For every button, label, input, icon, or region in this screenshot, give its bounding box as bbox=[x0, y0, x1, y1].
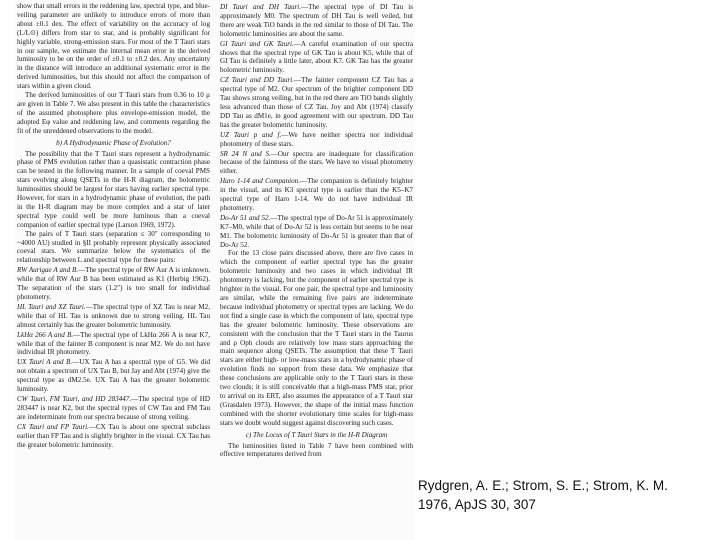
subsection-body: The spectral type of Do-Ar 51 is approximately K7–M0, while that of Do-Ar 52 is less certain but seems to be near M1. The bolometric luminosity of Do-Ar 51 is greater than that of Do-Ar 52. bbox=[220, 213, 413, 249]
subsection-lead: SR 24 N and S. bbox=[220, 149, 271, 158]
subsection-paragraph: HL Tauri and XZ Tauri.—The spectral type of XZ Tau is near M2, while that of HL Tau is unknown due to strong veiling. HL Tau almost certainly has the greater bolometric luminosity. bbox=[17, 302, 210, 329]
subsection-body: The fainter component CZ Tau has a spectral type of M2. Our spectrum of the brighter component DD Tau shows strong veiling, but in the red there are TiO bands slightly less advanced than those of CZ Tau. Joy and Abt (1974) classify DD Tau as dM1e, in good agreement with our spectrum. DD Tau has the greater bolometric luminosity. bbox=[220, 76, 414, 129]
subsection-body: The spectral type of LkHα 266 A is near K7, while that of the fainter B component is near M2. We do not have individual IR photometry. bbox=[17, 330, 210, 357]
subsection-paragraph: CW Tauri, FM Tauri, and HD 283447.—The spectral type of HD 283447 is near K2, but the spectral types of CW Tau and FM Tau are indeterminate from our spectra because of strong veiling. bbox=[17, 394, 210, 421]
subsection-paragraph: CX Tauri and FP Tauri.—CX Tau is about one spectral subclass earlier than FP Tau and is slightly brighter in the visual. CX Tau has the greater bolometric luminosity. bbox=[17, 422, 210, 449]
subsection-lead: UX Tauri A and B. bbox=[17, 358, 73, 367]
subsection-body: The spectral type of XZ Tau is near M2, while that of HL Tau is unknown due to strong veiling. HL Tau almost certainly has the greater bolometric luminosity. bbox=[17, 302, 210, 329]
subsection-lead: CX Tauri and FP Tauri. bbox=[17, 422, 89, 431]
body-paragraph: The derived luminosities of our T Tauri stars from 0.36 to 10 μ are given in Table 7. We also present in this table the characteristics of the assumed photosphere plus envelope-emission model, the adopted Eφ value and reddening law, and comments regarding the fit of the unreddened observations to the model. bbox=[17, 91, 210, 135]
subsection-lead: LkHα 266 A and B. bbox=[17, 330, 74, 339]
subsection-body: We have neither spectra nor individual photometry of these stars. bbox=[220, 130, 413, 148]
right-text-column bbox=[220, 2, 413, 459]
subsection-body: Our spectra are inadequate for classification because of the faintness of the stars. We have no visual photometry either. bbox=[220, 149, 413, 176]
scanned-page bbox=[15, 0, 415, 540]
left-text-column bbox=[17, 2, 210, 449]
subsection-body: A careful examination of our spectra shows that the spectral type of GK Tau is about K5, while that of GI Tau is definitely a little later, about K7. GK Tau has the greater bolometric luminosity. bbox=[220, 39, 413, 75]
subsection-paragraph: Do-Ar 51 and 52.—The spectral type of Do-Ar 51 is approximately K7–M0, while that of Do-Ar 52 is less certain but seems to be near M1. The bolometric luminosity of Do-Ar 51 is greater than that of Do-Ar 52. bbox=[220, 213, 413, 249]
section-heading: c) The Locus of T Tauri Stars in the H-R Diagram bbox=[245, 430, 388, 439]
subsection-paragraph: UX Tauri A and B.—UX Tau A has a spectral type of G5. We did not obtain a spectrum of UX Tau B, but Jay and Abt (1974) give the spectral type as dM2.5e. UX Tau A has the greater bolometric luminosity. bbox=[17, 358, 210, 394]
body-paragraph: The luminosities listed in Table 7 have been combined with effective temperatures derived from bbox=[220, 441, 413, 459]
subsection-paragraph: DI Tauri and DH Tauri.—The spectral type of DI Tau is approximately M0. The spectrum of DH Tau is well veiled, but there are weak TiO bands in the red similar to those of DI Tau. The bolometric luminosities are about the same. bbox=[220, 3, 413, 38]
body-paragraph: For the 13 close pairs discussed above, there are five cases in which the component of earlier spectral type has the greater bolometric luminosity and two cases in which individual IR photometry is lacking, but the component of earlier spectral type is brighter in the visual. For one pair, the spectral type and luminosity are similar, while the remaining five pairs are indeterminate because individual photometry or spectral types are lacking. We do not find a single case in which the component of late, spectral type has the greater bolometric luminosity. These observations are consistent with the conclusion that the T Tauri stars in the Taurus and ρ Oph clouds are relatively low mass stars approaching the main sequence along QSETs. The assumption that these T Tauri stars are either high- or low-mass stars in a hydrodynamic phase of evolution finds no support from these data. We emphasize that these conclusions are applicable only to the T Tauri stars in these two clouds; it is still conceivable that a high-mass PMS star, prior to arrival on its ERT, also assumes the appearance of a T Tauri star (Grasdalen 1973). However, the shape of the initial mass function combined with the shorter evolutionary time scales for high-mass stars we doubt would suggest against discovering such cases. bbox=[220, 249, 413, 427]
subsection-paragraph: Haro 1-14 and Companion.—The companion is definitely brighter in the visual, and its K3 spectral type is earlier than the K5–K7 spectral type of Haro 1-14. We do not have individual IR photometry. bbox=[220, 177, 413, 212]
subsection-paragraph: GI Tauri and GK Tauri.—A careful examination of our spectra shows that the spectral type of GK Tau is about K5, while that of GI Tau is definitely a little later, about K7. GK Tau has the greater bolometric luminosity. bbox=[220, 39, 413, 75]
citation bbox=[418, 476, 718, 514]
subsection-body: The companion is definitely brighter in the visual, and its K3 spectral type is earlier than the K5–K7 spectral type of Haro 1-14. We do not have individual IR photometry. bbox=[220, 177, 413, 212]
subsection-paragraph: RW Aurigae A and B.—The spectral type of RW Aur A is unknown, while that of RW Aur B has been estimated as K1 (Herbig 1962). The separation of the stars (1.2″) is too small for individual photometry. bbox=[17, 266, 210, 301]
body-paragraph: show that small errors in the reddening law, spectral type, and blue-veiling parameter are unlikely to introduce errors of more than about ±0.1 dex. The effect of variability on the accuracy of log (L/L⊙) differs from star to star, and is probably significant for highly variable, strong-emission stars. For most of the T Tauri stars in our sample, we estimate the internal mean error in the derived luminosity to be on the order of ±0.1 to ±0.2 dex. Any uncertainty in the distance will introduce an additional systematic error in the derived luminosities, but this should not affect the comparison of stars within a given cloud. bbox=[17, 2, 210, 91]
subsection-paragraph: UZ Tauri p and f.—We have neither spectra nor individual photometry of these stars. bbox=[220, 130, 413, 148]
subsection-lead: CW Tauri, FM Tauri, and HD 283447. bbox=[17, 394, 132, 403]
subsection-lead: CZ Tauri and DD Tauri. bbox=[220, 76, 295, 85]
subsection-lead: HL Tauri and XZ Tauri. bbox=[17, 302, 86, 311]
subsection-body: CX Tau is about one spectral subclass earlier than FP Tau and is slightly brighter in the visual. CX Tau has the greater bolometric luminosity. bbox=[17, 422, 210, 449]
citation-authors: Rydgren, A. E.; Strom, S. E.; Strom, K. M. bbox=[418, 478, 668, 493]
subsection-lead: UZ Tauri p and f. bbox=[220, 130, 282, 139]
citation-journal: 1976, ApJS 30, 307 bbox=[418, 497, 536, 512]
subsection-lead: DI Tauri and DH Tauri. bbox=[220, 3, 302, 11]
body-paragraph: The pairs of T Tauri stars (separation ≤ 30″ corresponding to ~4000 AU) studied in §II probably represent physically associated coeval stars. We summarize below the systematics of the relationship between L and spectral type for these pairs: bbox=[17, 229, 210, 265]
body-paragraph: The possibility that the T Tauri stars represent a hydrodynamic phase of PMS evolution rather than a quasistatic contraction phase can be tested in the following manner. In a sample of coeval PMS stars evolving along QSETs in the H-R diagram, the bolometric luminosities should be largest for stars having earlier spectral type. However, for stars in a hydrodynamic phase of evolution, the path in the H-R diagram may be more complex and a star of later spectral type could well be more luminous than a coeval companion of earlier spectral type (Larson 1969, 1972). bbox=[17, 149, 210, 229]
subsection-lead: RW Aurigae A and B. bbox=[17, 266, 79, 275]
section-heading: b) A Hydrodynamic Phase of Evolution? bbox=[56, 138, 171, 147]
subsection-body: The spectral type of RW Aur A is unknown, while that of RW Aur B has been estimated as K1 (Herbig 1962). The separation of the stars (1.2″) is too small for individual photometry. bbox=[17, 266, 210, 301]
subsection-lead: Haro 1-14 and Companion. bbox=[220, 177, 300, 186]
subsection-lead: GI Tauri and GK Tauri. bbox=[220, 39, 294, 48]
subsection-body: The spectral type of HD 283447 is near K2, but the spectral types of CW Tau and FM Tau are indeterminate from our spectra because of strong veiling. bbox=[17, 394, 210, 421]
subsection-paragraph: SR 24 N and S.—Our spectra are inadequate for classification because of the faintness of the stars. We have no visual photometry either. bbox=[220, 149, 413, 176]
subsection-paragraph: LkHα 266 A and B.—The spectral type of LkHα 266 A is near K7, while that of the fainter B component is near M2. We do not have individual IR photometry. bbox=[17, 330, 210, 357]
subsection-body: The spectral type of DI Tau is approximately M0. The spectrum of DH Tau is well veiled, but there are weak TiO bands in the red similar to those of DI Tau. The bolometric luminosities are about the same. bbox=[220, 3, 413, 38]
subsection-body: UX Tau A has a spectral type of G5. We did not obtain a spectrum of UX Tau B, but Jay and Abt (1974) give the spectral type as dM2.5e. UX Tau A has the greater bolometric luminosity. bbox=[17, 358, 210, 394]
subsection-paragraph: CZ Tauri and DD Tauri.—The fainter component CZ Tau has a spectral type of M2. Our spectrum of the brighter component DD Tau shows strong veiling, but in the red there are TiO bands slightly less advanced than those of CZ Tau. Joy and Abt (1974) classify DD Tau as dM1e, in good agreement with our spectrum. DD Tau has the greater bolometric luminosity. bbox=[220, 76, 414, 129]
subsection-lead: Do-Ar 51 and 52. bbox=[220, 213, 271, 222]
